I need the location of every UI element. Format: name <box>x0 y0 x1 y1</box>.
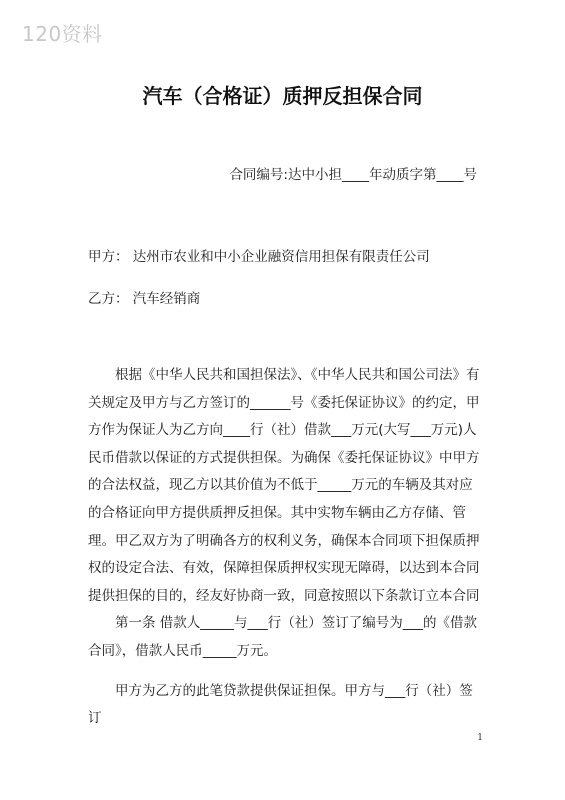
party-a: 甲方： 达州市农业和中小企业融资信用担保有限责任公司 <box>88 249 430 265</box>
party-b: 乙方： 汽车经销商 <box>88 291 201 307</box>
document-title: 汽车（合格证）质押反担保合同 <box>142 84 423 108</box>
contract-number: 合同编号:达中小担____年动质字第____号 <box>229 167 477 183</box>
page-number: 1 <box>477 733 483 743</box>
paragraph-preamble: 根据《中华人民共和国担保法》、《中华人民共和国公司法》有关规定及甲方与乙方签订的______号《委托保证协议》的约定，甲方作为保证人为乙方向____行（社）借款___万元(大写___万元)人民币借款以保证的方式提供担保。为确保《委托保证协议》中甲方的合法权益，现乙方以其价值为不低于_____万元的车辆及其对应的合格证向甲方提供质押反担保。其中实物车辆由乙方存储、管理。甲乙双方为了明确各方的权利义务，确保本合同项下担保质押权的设定合法、有效，保障担保质押权实现无障碍，以达到本合同提供担保的目的，经友好协商一致，同意按照以下条款订立本合同 <box>88 367 480 604</box>
paragraph-guarantee: 甲方为乙方的此笔贷款提供保证担保。甲方与___行（社）签订 <box>88 682 473 727</box>
contract-body <box>88 362 480 733</box>
watermark: 120资料 <box>22 22 103 46</box>
paragraph-article-1: 第一条 借款人_____与___行（社）签订了编号为___的《借款合同》，借款人民币_____万元。 <box>88 615 478 659</box>
